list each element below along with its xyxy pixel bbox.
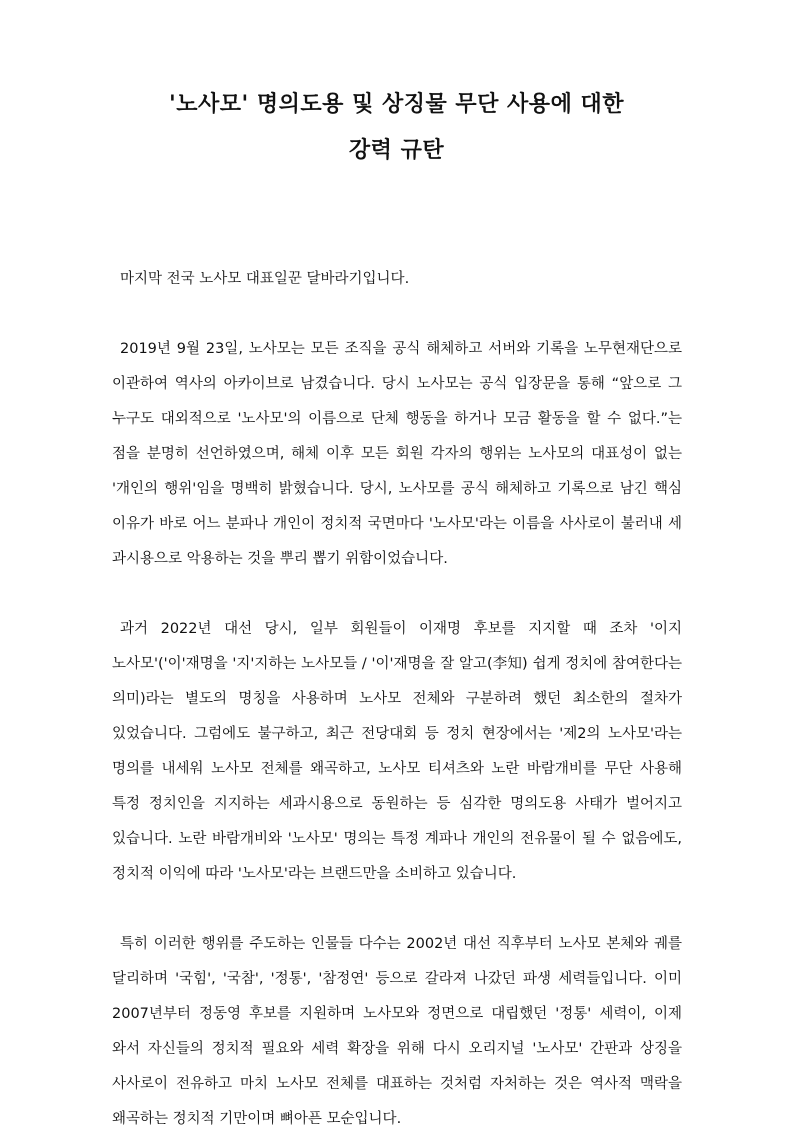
paragraph-dissolution: 2019년 9월 23일, 노사모는 모든 조직을 공식 해체하고 서버와 기록을 노무현재단으로 이관하여 역사의 아카이브로 남겼습니다. 당시 노사모는 공식 입장문을 통해 “앞으로 그 누구도 대외적으로 '노사모'의 이름으로 단체 행동을 하거나 모금 활동을 할 수 없다.”는 점을 분명히 선언하였으며, 해체 이후 모든 회원 각자의 행위는 노사모의 대표성이 없는 '개인의 행위'임을 명백히 밝혔습니다. 당시, 노사모를 공식 해체하고 기록으로 남긴 핵심 이유가 바로 어느 분파나 개인이 정치적 국면마다 '노사모'라는 이름을 사사로이 불러내 세 과시용으로 악용하는 것을 뿌리 뽑기 위함이었습니다.	[112, 341, 682, 567]
document-title-line1: '노사모' 명의도용 및 상징물 무단 사용에 대한	[169, 92, 624, 117]
paragraph-2022-election: 과거 2022년 대선 당시, 일부 회원들이 이재명 후보를 지지할 때 조차 '이지 노사모'('이'재명을 '지'지하는 노사모들 / '이'재명을 잘 알고(李知) 쉽게 정치에 참여한다는 의미)라는 별도의 명칭을 사용하며 노사모 전체와 구분하려 했던 최소한의 절차가 있었습니다. 그럼에도 불구하고, 최근 전당대회 등 정치 현장에서는 '제2의 노사모'라는 명의를 내세워 노사모 전체를 왜곡하고, 노사모 티셔츠와 노란 바람개비를 무단 사용해 특정 정치인을 지지하는 세과시용으로 동원하는 등 심각한 명의도용 사태가 벌어지고 있습니다. 노란 바람개비와 '노사모' 명의는 특정 계파나 개인의 전유물이 될 수 없음에도, 정치적 이익에 따라 '노사모'라는 브랜드만을 소비하고 있습니다.	[112, 621, 682, 882]
paragraph-derived-factions: 특히 이러한 행위를 주도하는 인물들 다수는 2002년 대선 직후부터 노사모 본체와 궤를 달리하며 '국힘', '국참', '정통', '참정연' 등으로 갈라져 나갔던 파생 세력들입니다. 이미 2007년부터 정동영 후보를 지원하며 노사모와 정면으로 대립했던 '정통' 세력이, 이제 와서 자신들의 정치적 필요와 세력 확장을 위해 다시 오리지널 '노사모' 간판과 상징을 사사로이 전유하고 마치 노사모 전체를 대표하는 것처럼 자처하는 것은 역사적 맥락을 왜곡하는 정치적 기만이며 뼈아픈 모순입니다.	[112, 936, 682, 1127]
document-title-line2: 강력 규탄	[348, 138, 445, 163]
document-body	[112, 262, 682, 1137]
paragraph-greeting: 마지막 전국 노사모 대표일꾼 달바라기입니다.	[120, 271, 410, 287]
